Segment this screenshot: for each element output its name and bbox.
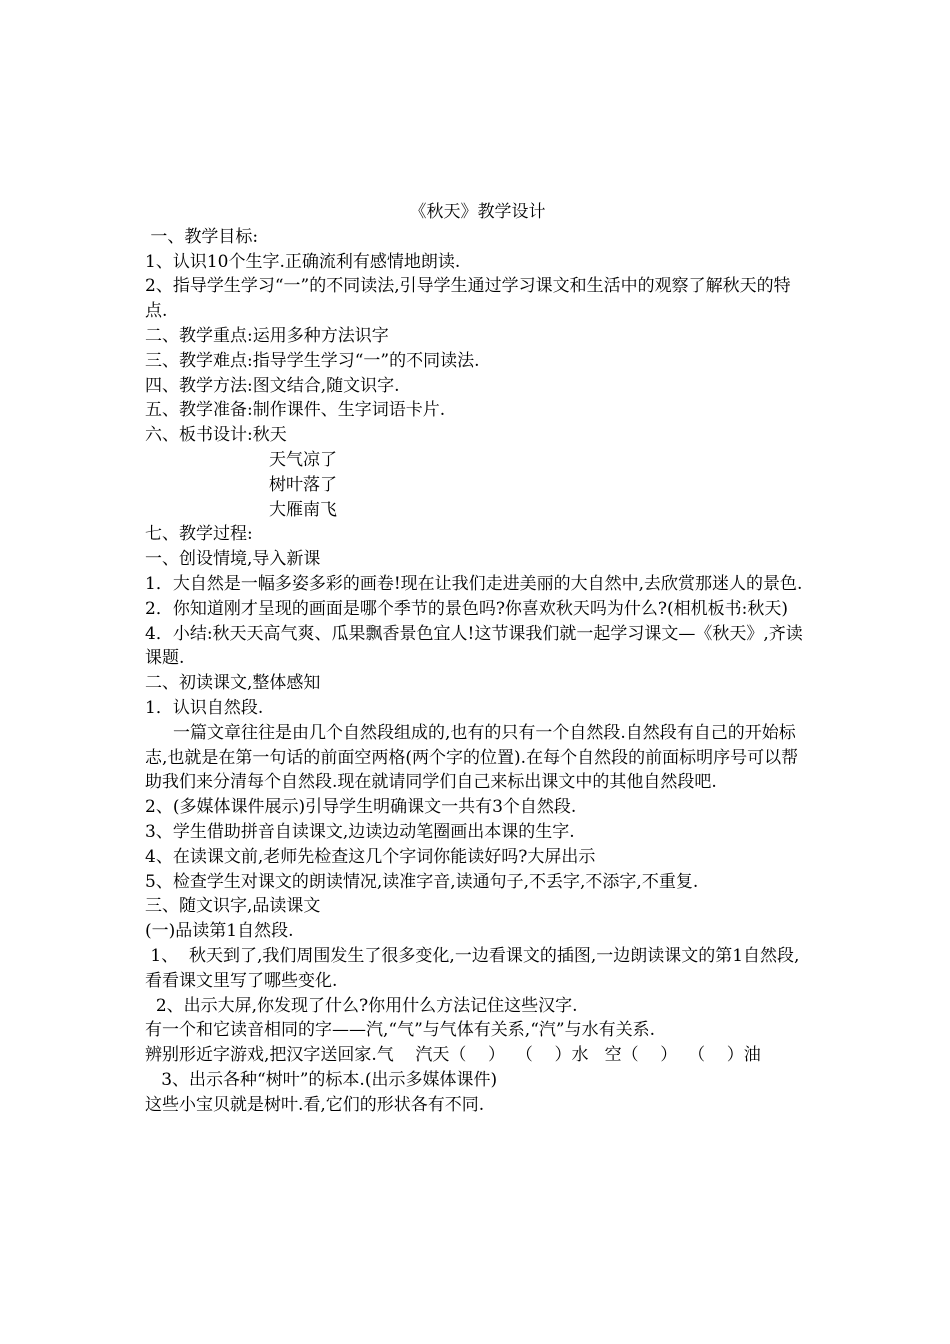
text-line: 天气凉了 xyxy=(269,449,337,470)
text-line: 辨别形近字游戏,把汉字送回家.气 汽天（ ） （ ）水 空（ ） （ ）油 xyxy=(145,1045,761,1066)
text-line: 4．小结:秋天天高气爽、瓜果飘香景色宜人!这节课我们就一起学习课文—《秋天》,齐读课题. xyxy=(145,623,803,669)
text-line: 1．大自然是一幅多姿多彩的画卷!现在让我们走进美丽的大自然中,去欣赏那迷人的景色. xyxy=(145,573,803,594)
text-line: 三、教学难点:指导学生学习“一”的不同读法. xyxy=(145,350,480,371)
text-line: 2、指导学生学习“一”的不同读法,引导学生通过学习课文和生活中的观察了解秋天的特点. xyxy=(145,276,791,322)
text-line: 1、认识10个生字.正确流利有感情地朗读. xyxy=(145,251,461,272)
text-line: 树叶落了 xyxy=(269,474,337,495)
text-line: 一篇文章往往是由几个自然段组成的,也有的只有一个自然段.自然段有自己的开始标志,也就是在第一句话的前面空两格(两个字的位置).在每个自然段的前面标明序号可以帮助我们来分清每个自然段.现在就请同学们自己来标出课文中的其他自然段吧. xyxy=(145,722,799,793)
text-line: 二、初读课文,整体感知 xyxy=(145,673,321,694)
document-body xyxy=(145,225,810,1118)
text-line: 一、创设情境,导入新课 xyxy=(145,549,321,570)
text-line: 这些小宝贝就是树叶.看,它们的形状各有不同. xyxy=(145,1094,485,1115)
text-line: 二、教学重点:运用多种方法识字 xyxy=(145,325,389,346)
document-page xyxy=(145,200,810,1117)
text-line: 五、教学准备:制作课件、生字词语卡片. xyxy=(145,400,446,421)
text-line: 1、 秋天到了,我们周围发生了很多变化,一边看课文的插图,一边朗读课文的第1自然段,看看课文里写了哪些变化. xyxy=(145,945,800,991)
text-line: 3、学生借助拼音自读课文,边读边动笔圈画出本课的生字. xyxy=(145,821,575,842)
text-line: 4、在读课文前,老师先检查这几个字词你能读好吗?大屏出示 xyxy=(145,846,596,867)
text-line: (一)品读第1自然段. xyxy=(145,921,294,942)
text-line: 5、检查学生对课文的朗读情况,读准字音,读通句子,不丢字,不添字,不重复. xyxy=(145,871,699,892)
text-line: 一、教学目标: xyxy=(145,226,259,247)
document-title: 《秋天》教学设计 xyxy=(409,202,546,222)
text-line: 3、出示各种“树叶”的标本.(出示多媒体课件) xyxy=(145,1069,498,1090)
text-line: 大雁南飞 xyxy=(269,499,337,520)
text-line: 2、(多媒体课件展示)引导学生明确课文一共有3个自然段. xyxy=(145,797,577,818)
text-line: 有一个和它读音相同的字——汽,“气”与气体有关系,“汽”与水有关系. xyxy=(145,1020,655,1041)
text-line: 2．你知道刚才呈现的画面是哪个季节的景色吗?你喜欢秋天吗为什么?(相机板书:秋天) xyxy=(145,598,789,619)
text-line: 六、板书设计:秋天 xyxy=(145,425,287,446)
text-line: 三、随文识字,品读课文 xyxy=(145,896,321,917)
text-line: 1．认识自然段. xyxy=(145,697,264,718)
text-line: 2、出示大屏,你发现了什么?你用什么方法记住这些汉字. xyxy=(145,995,578,1016)
text-line: 七、教学过程: xyxy=(145,524,253,545)
text-line: 四、教学方法:图文结合,随文识字. xyxy=(145,375,400,396)
